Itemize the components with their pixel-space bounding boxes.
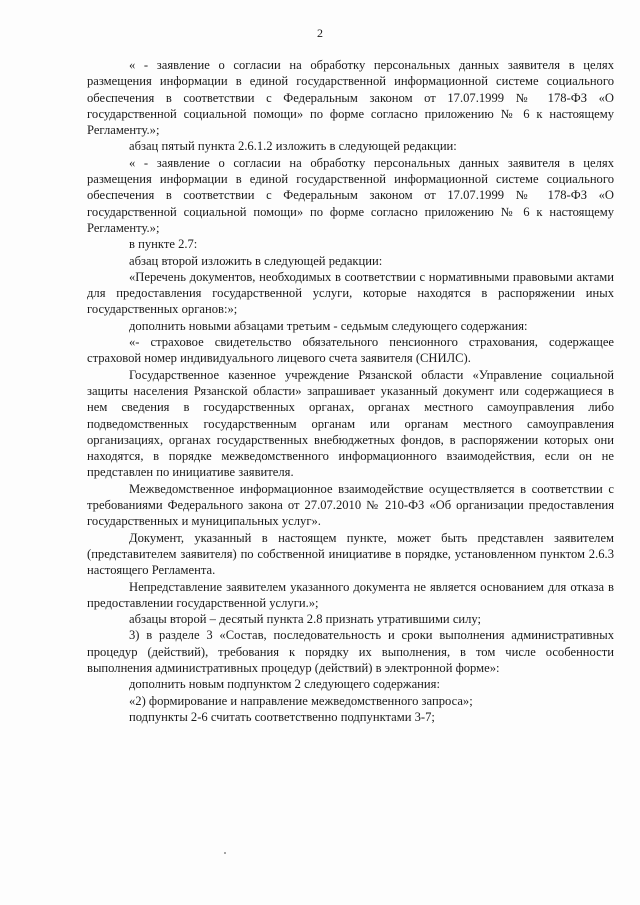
paragraph-document-submission: Документ, указанный в настоящем пункте, может быть представлен заявителем (представителем заявителя) по собственной инициативе в порядке, установленном пунктом 2.6.3 настоящего Регламента. (87, 530, 614, 578)
paragraph-snils: «- страховое свидетельство обязательного пенсионного страхования, содержащее страховой номер индивидуального лицевого счета заявителя (СНИЛС). (87, 335, 614, 366)
paragraph-interdepartmental: Межведомственное информационное взаимодействие осуществляется в соответствии с требованиями Федерального закона от 27.07.2010 № 210-ФЗ «Об организации предоставления государственных и муниципальных услуг». (87, 481, 614, 529)
document-body (87, 57, 614, 725)
paragraph-consent-clause: « - заявление о согласии на обработку персональных данных заявителя в целях размещения информации в единой государственной информационной системе социального обеспечения в соответствии с Федеральным законом от 17.07.1999 № 178-ФЗ «О государственной социальной помощи» по форме согласно приложению № 6 к настоящему Регламенту.»; (87, 58, 614, 138)
paragraph-abzac-five-instruction: абзац пятый пункта 2.6.1.2 изложить в следующей редакции: (129, 139, 457, 154)
paragraph-add-subpoint: дополнить новым подпунктом 2 следующего содержания: (129, 677, 440, 692)
paragraph-consent-clause-new: « - заявление о согласии на обработку персональных данных заявителя в целях размещения информации в единой государственной информационной системе социального обеспечения в соответствии с Федеральным законом от 17.07.1999 № 178-ФЗ «О государственной социальной помощи» по форме согласно приложению № 6 к настоящему Регламенту.»; (87, 155, 614, 235)
paragraph-abzac-two-instruction: абзац второй изложить в следующей редакции: (129, 253, 383, 268)
paragraph-state-institution: Государственное казенное учреждение Рязанской области «Управление социальной защиты населения Рязанской области» запрашивает указанный документ или содержащиеся в нем сведения в государственных органах, органах местного самоуправления либо подведомственных государственным органам или органам местного самоуправления организациях, органах государственных внебюджетных фондов, в распоряжении которых они находятся, в порядке межведомственного информационного взаимодействия, если он не представлен по инициативе заявителя. (87, 367, 614, 480)
paragraph-non-submission: Непредставление заявителем указанного документа не является основанием для отказа в предоставлении государственной услуги.»; (87, 579, 614, 610)
paragraph-section-3: 3) в разделе 3 «Состав, последовательность и сроки выполнения административных процедур (действий), требования к порядку их выполнения, в том числе особенности выполнения административных процедур (действий) в электронной форме»: (87, 628, 614, 675)
paragraph-add-abzacs: дополнить новыми абзацами третьим - седьмым следующего содержания: (129, 318, 528, 333)
paragraph-documents-list: «Перечень документов, необходимых в соответствии с нормативными правовыми актами для предоставления государственной услуги, которые находятся в распоряжении иных государственных органов:»; (87, 269, 614, 317)
paragraph-point-2-8: абзацы второй – десятый пункта 2.8 признать утратившими силу; (129, 612, 482, 627)
paragraph-renumber: подпункты 2-6 считать соответственно подпунктами 3-7; (129, 709, 435, 724)
paragraph-point-2-7: в пункте 2.7: (129, 237, 198, 252)
scan-speck (224, 852, 226, 854)
paragraph-subpoint-2: «2) формирование и направление межведомственного запроса»; (129, 693, 473, 708)
page-number: 2 (317, 26, 323, 40)
